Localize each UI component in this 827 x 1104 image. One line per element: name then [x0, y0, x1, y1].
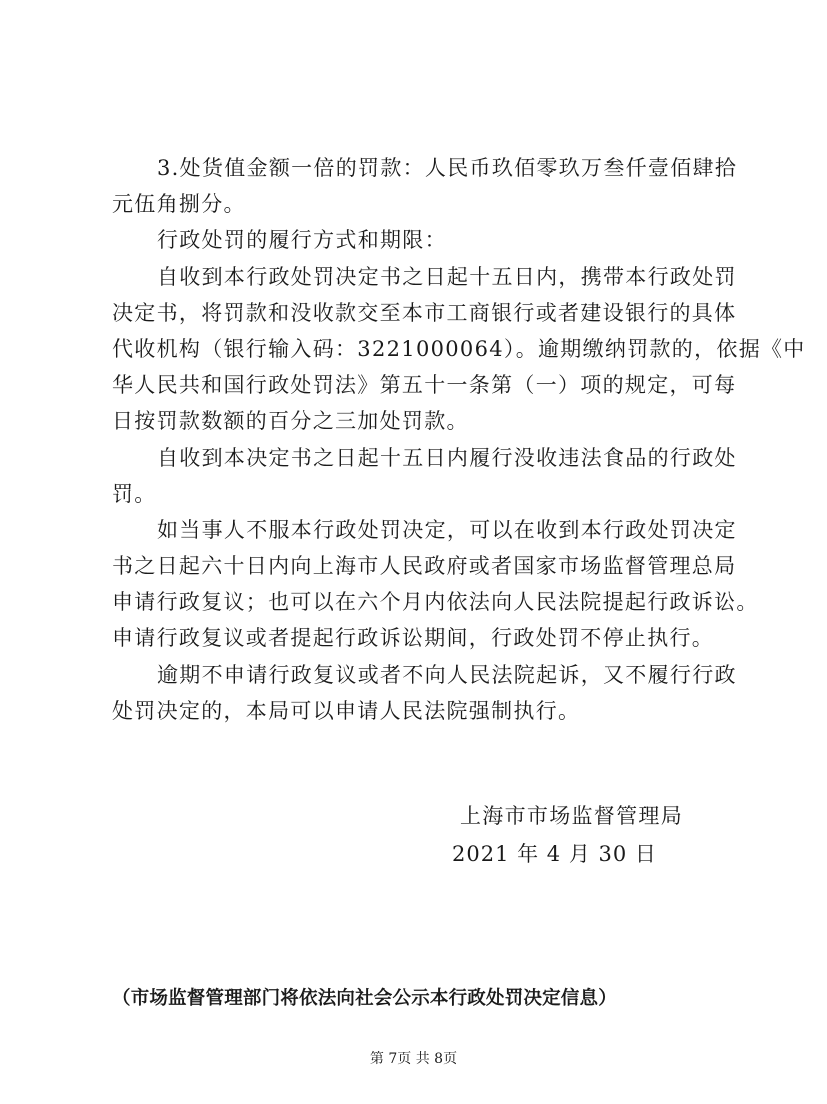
public-notice: （市场监督管理部门将依法向社会公示本行政处罚决定信息） [112, 988, 617, 1009]
paragraph-line: 罚。 [112, 481, 157, 506]
paragraph-line: 日按罚款数额的百分之三加处罚款。 [112, 409, 469, 434]
paragraph-line: 元伍角捌分。 [112, 192, 246, 217]
paragraph-line: 逾期不申请行政复议或者不向人民法院起诉，又不履行行政 [157, 662, 737, 687]
paragraph-line: 申请行政复议；也可以在六个月内依法向人民法院提起行政诉讼。 [112, 590, 759, 615]
paragraph-line: 3.处货值金额一倍的罚款：人民币玖佰零玖万叁仟壹佰肆拾 [157, 156, 738, 180]
paragraph-line: 代收机构（银行输入码：3221000064）。逾期缴纳罚款的，依据《中 [112, 336, 806, 361]
document-body [112, 150, 806, 729]
page-number: 第 7页 共 8页 [369, 1051, 458, 1067]
paragraph-line: 华人民共和国行政处罚法》第五十一条第（一）项的规定，可每 [112, 373, 737, 398]
paragraph-line: 自收到本行政处罚决定书之日起十五日内，携带本行政处罚 [157, 264, 737, 289]
signature-date: 2021 年 4 月 30 日 [452, 842, 657, 866]
paragraph-line: 处罚决定的，本局可以申请人民法院强制执行。 [112, 698, 581, 723]
paragraph-line: 自收到本决定书之日起十五日内履行没收违法食品的行政处 [157, 445, 737, 470]
paragraph-line: 申请行政复议或者提起行政诉讼期间，行政处罚不停止执行。 [112, 626, 715, 651]
paragraph-line: 决定书，将罚款和没收款交至本市工商银行或者建设银行的具体 [112, 300, 737, 325]
paragraph-line: 行政处罚的履行方式和期限： [157, 228, 447, 253]
signature-organization: 上海市市场监督管理局 [460, 804, 683, 828]
paragraph-line: 书之日起六十日内向上海市人民政府或者国家市场监督管理总局 [112, 554, 737, 579]
paragraph-line: 如当事人不服本行政处罚决定，可以在收到本行政处罚决定 [157, 517, 737, 542]
